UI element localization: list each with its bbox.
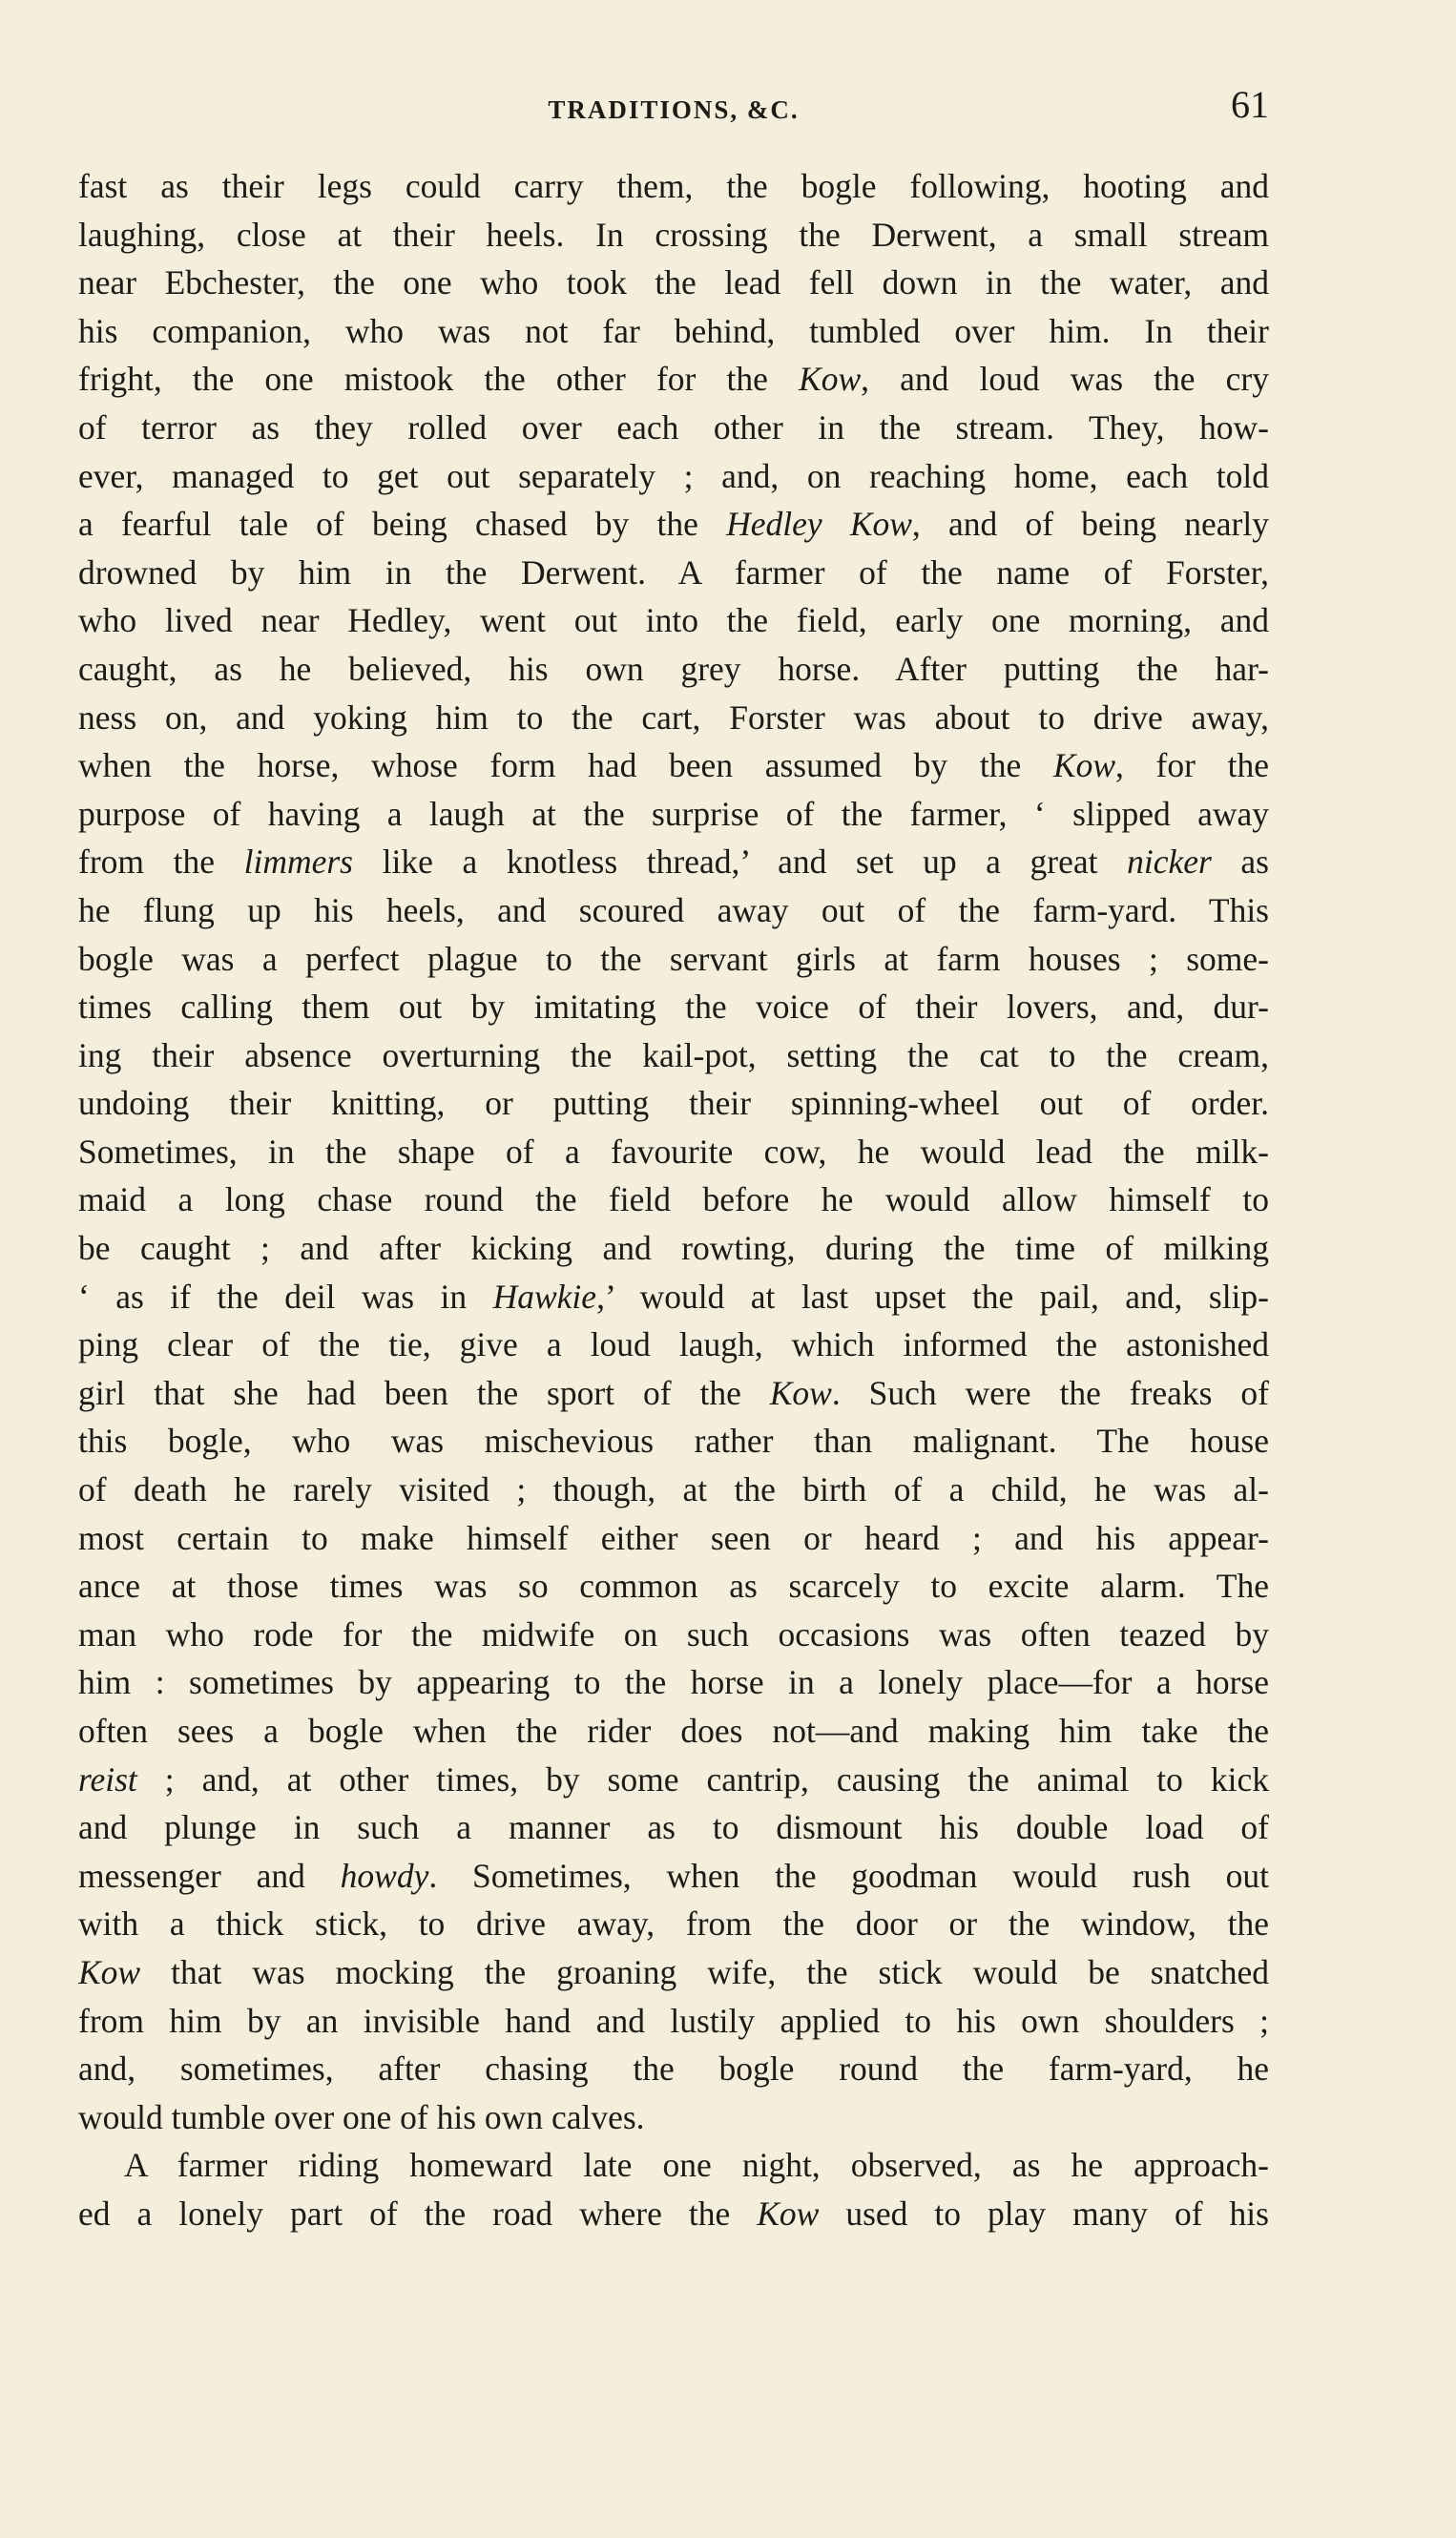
italic-term: Hedley Kow — [726, 505, 912, 544]
text-line: be caught ; and after kicking and rowting, during the time of milking — [78, 1229, 1269, 1268]
text-line: ing their absence overturning the kail-pot, setting the cat to the cream, — [78, 1035, 1269, 1074]
text-line: caught, as he believed, his own grey horse. After putting the har- — [78, 649, 1269, 688]
text-line: when the horse, whose form had been assumed by the Kow, for the — [78, 746, 1269, 785]
text-line: times calling them out by imitating the voice of their lovers, and, dur- — [78, 988, 1269, 1027]
page-number: 61 — [1231, 83, 1269, 126]
text-line: ed a lonely part of the road where the Kow used to play many of his — [78, 2194, 1269, 2233]
text-line: maid a long chase round the field before he would allow himself to — [78, 1180, 1269, 1219]
text-line: ness on, and yoking him to the cart, Forster was about to drive away, — [78, 697, 1269, 737]
text-line: he flung up his heels, and scoured away out of the farm-yard. This — [78, 890, 1269, 929]
text-line: near Ebchester, the one who took the lead fell down in the water, and — [78, 263, 1269, 302]
body-text — [78, 162, 1269, 2238]
text-line: girl that she had been the sport of the Kow. Such were the freaks of — [78, 1373, 1269, 1412]
italic-term: Kow — [757, 2194, 820, 2233]
italic-term: Hawkie — [492, 1277, 597, 1316]
text-line: Kow that was mocking the groaning wife, the stick would be snatched — [78, 1952, 1269, 1991]
text-line: ance at those times was so common as scarcely to excite alarm. The — [78, 1567, 1269, 1606]
text-line: bogle was a perfect plague to the servant girls at farm houses ; some- — [78, 939, 1269, 978]
text-line: and, sometimes, after chasing the bogle round the farm-yard, he — [78, 2049, 1269, 2089]
italic-term: howdy — [340, 1856, 429, 1895]
text-line: a fearful tale of being chased by the Hedley Kow, and of being nearly — [78, 505, 1269, 544]
italic-term: reist — [78, 1759, 137, 1799]
running-head-title: TRADITIONS, &C. — [548, 95, 800, 124]
text-line: messenger and howdy. Sometimes, when the goodman would rush out — [78, 1856, 1269, 1895]
running-head — [78, 82, 1269, 137]
italic-term: Kow — [78, 1952, 141, 1991]
text-line: laughing, close at their heels. In crossing the Derwent, a small stream — [78, 215, 1269, 254]
italic-term: Kow — [769, 1373, 832, 1412]
text-line: this bogle, who was mischevious rather than malignant. The house — [78, 1422, 1269, 1461]
text-line: fast as their legs could carry them, the bogle following, hooting and — [78, 167, 1269, 205]
text-line: from the limmers like a knotless thread,’ and set up a great nicker as — [78, 843, 1269, 882]
text-line: Sometimes, in the shape of a favourite cow, he would lead the milk- — [78, 1132, 1269, 1171]
italic-term: nicker — [1127, 843, 1212, 882]
text-line: drowned by him in the Derwent. A farmer of the name of Forster, — [78, 552, 1269, 592]
text-line: reist ; and, at other times, by some cantrip, causing the animal to kick — [78, 1759, 1269, 1799]
text-line: and plunge in such a manner as to dismount his double load of — [78, 1808, 1269, 1847]
text-line: with a thick stick, to drive away, from the door or the window, the — [78, 1904, 1269, 1944]
text-line: of terror as they rolled over each other in the stream. They, how- — [78, 407, 1269, 447]
text-line: ever, managed to get out separately ; and, on reaching home, each told — [78, 456, 1269, 495]
italic-term: Kow — [1052, 746, 1115, 785]
text-line: would tumble over one of his own calves. — [78, 2097, 645, 2136]
text-line: undoing their knitting, or putting their spinning-wheel out of order. — [78, 1084, 1269, 1123]
text-line: fright, the one mistook the other for the Kow, and loud was the cry — [78, 360, 1269, 399]
text-line: man who rode for the midwife on such occasions was often teazed by — [78, 1614, 1269, 1654]
text-line: often sees a bogle when the rider does not—and making him take the — [78, 1712, 1269, 1750]
text-line: who lived near Hedley, went out into the field, early one morning, and — [78, 601, 1269, 640]
text-line: ping clear of the tie, give a loud laugh, which informed the astonished — [78, 1325, 1269, 1364]
text-line: ‘ as if the deil was in Hawkie,’ would at last upset the pail, and, slip- — [78, 1277, 1269, 1316]
italic-term: limmers — [243, 843, 353, 882]
text-line: from him by an invisible hand and lustily applied to his own shoulders ; — [78, 2001, 1269, 2040]
text-line: him : sometimes by appearing to the horse in a lonely place—for a horse — [78, 1663, 1269, 1702]
text-line: of death he rarely visited ; though, at the birth of a child, he was al- — [78, 1470, 1269, 1509]
text-line: most certain to make himself either seen or heard ; and his appear- — [78, 1518, 1269, 1557]
text-line: A farmer riding homeward late one night, observed, as he approach- — [124, 2146, 1269, 2185]
text-line: purpose of having a laugh at the surprise of the farmer, ‘ slipped away — [78, 794, 1269, 833]
text-line: his companion, who was not far behind, tumbled over him. In their — [78, 311, 1269, 350]
italic-term: Kow — [799, 360, 862, 399]
